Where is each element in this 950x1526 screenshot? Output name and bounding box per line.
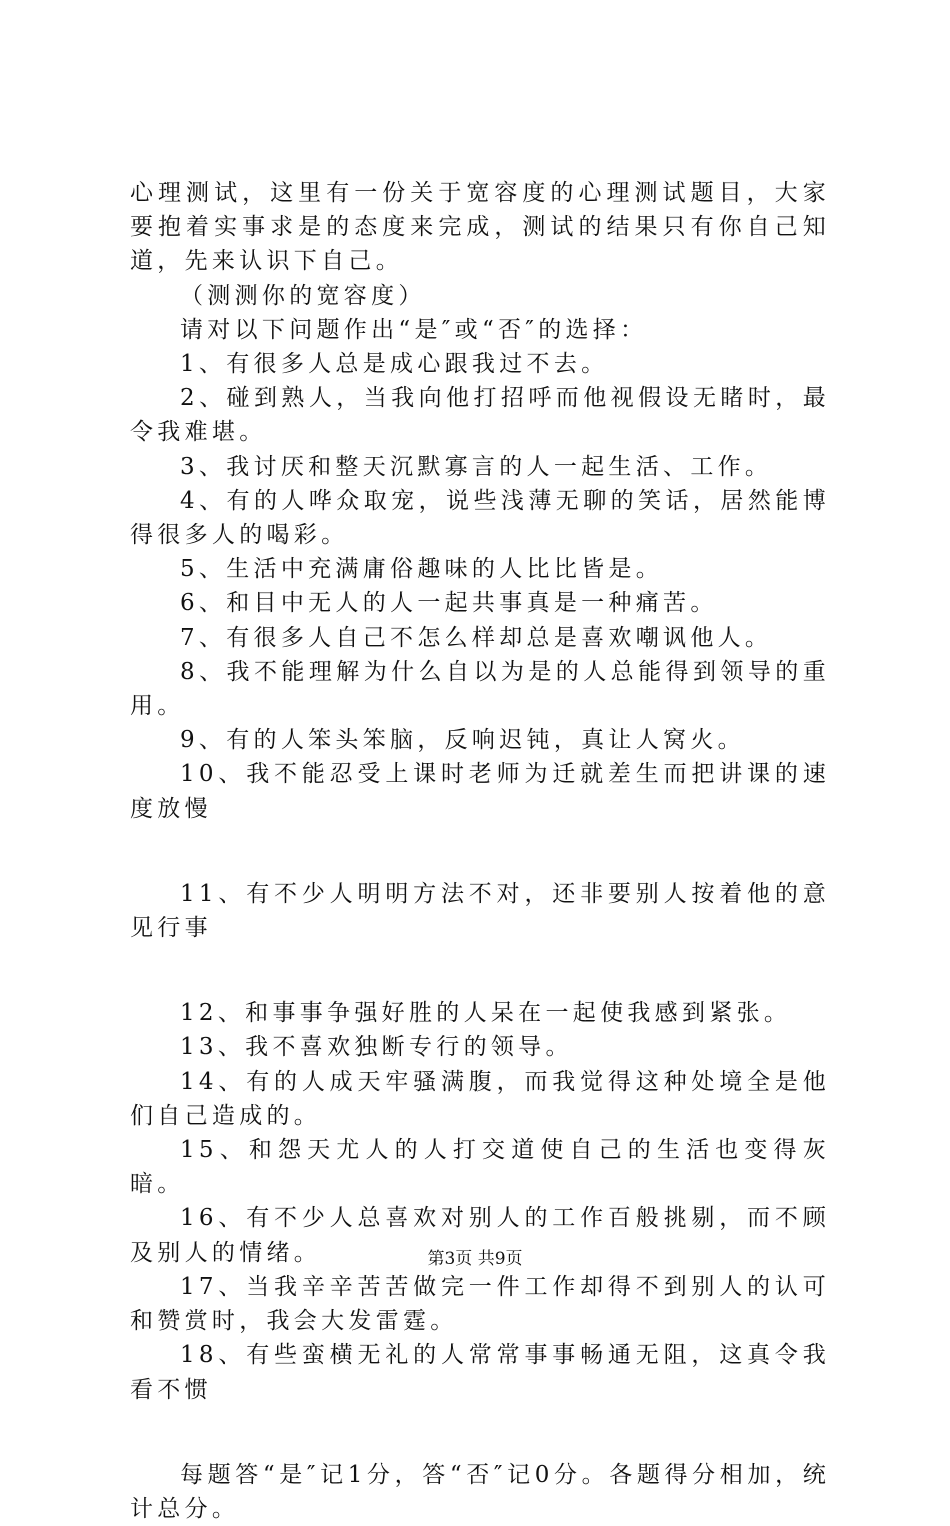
scoring-paragraph: 每题答“是″记1分，答“否″记0分。各题得分相加，统计总分。 [130,1461,830,1522]
intro-paragraph: 心理测试，这里有一份关于宽容度的心理测试题目，大家要抱着实事求是的态度来完成，测试的结果只有你自己知道，先来认识下自己。 [130,180,830,275]
blank-line [130,1407,830,1458]
question-item: 2、碰到熟人，当我向他打招呼而他视假设无睹时，最令我难堪。 [130,385,830,446]
question-item: 18、有些蛮横无礼的人常常事事畅通无阻，这真令我看不惯 [130,1342,830,1403]
question-item: 7、有很多人自己不怎么样却总是喜欢嘲讽他人。 [180,624,773,651]
question-item: 16、有不少人总喜欢对别人的工作百般挑剔，而不顾及别人的情绪。 [130,1205,830,1266]
question-item: 9、有的人笨头笨脑，反响迟钝，真让人窝火。 [180,727,745,754]
question-item: 10、我不能忍受上课时老师为迁就差生而把讲课的速度放慢 [130,761,830,822]
question-item: 6、和目中无人的人一起共事真是一种痛苦。 [180,590,718,617]
blank-line [130,826,830,877]
document-body [130,176,830,1526]
blank-line [130,945,830,996]
question-item: 1、有很多人总是成心跟我过不去。 [180,351,609,378]
question-item: 17、当我辛辛苦苦做完一件工作却得不到别人的认可和赞赏时，我会大发雷霆。 [130,1273,830,1335]
question-item: 12、和事事争强好胜的人呆在一起使我感到紧张。 [180,1000,792,1027]
question-item: 8、我不能理解为什么自以为是的人总能得到领导的重用。 [130,658,830,720]
question-item: 14、有的人成天牢骚满腹，而我觉得这种处境全是他们自己造成的。 [130,1068,830,1129]
question-item: 11、有不少人明明方法不对，还非要别人按着他的意见行事 [130,880,830,942]
page-footer: 第3页 共9页 [427,1249,523,1269]
question-item: 3、我讨厌和整天沉默寡言的人一起生活、工作。 [180,453,773,480]
instruction-paragraph: 请对以下问题作出“是″或“否″的选择： [180,316,648,343]
question-item: 4、有的人哗众取宠，说些浅薄无聊的笑话，居然能博得很多人的喝彩。 [130,487,830,549]
question-item: 13、我不喜欢独断专行的领导。 [180,1034,573,1061]
question-item: 15、和怨天尤人的人打交道使自己的生活也变得灰暗。 [130,1137,830,1198]
question-item: 5、生活中充满庸俗趣味的人比比皆是。 [180,556,664,583]
test-subtitle: （测测你的宽容度） [180,282,426,309]
